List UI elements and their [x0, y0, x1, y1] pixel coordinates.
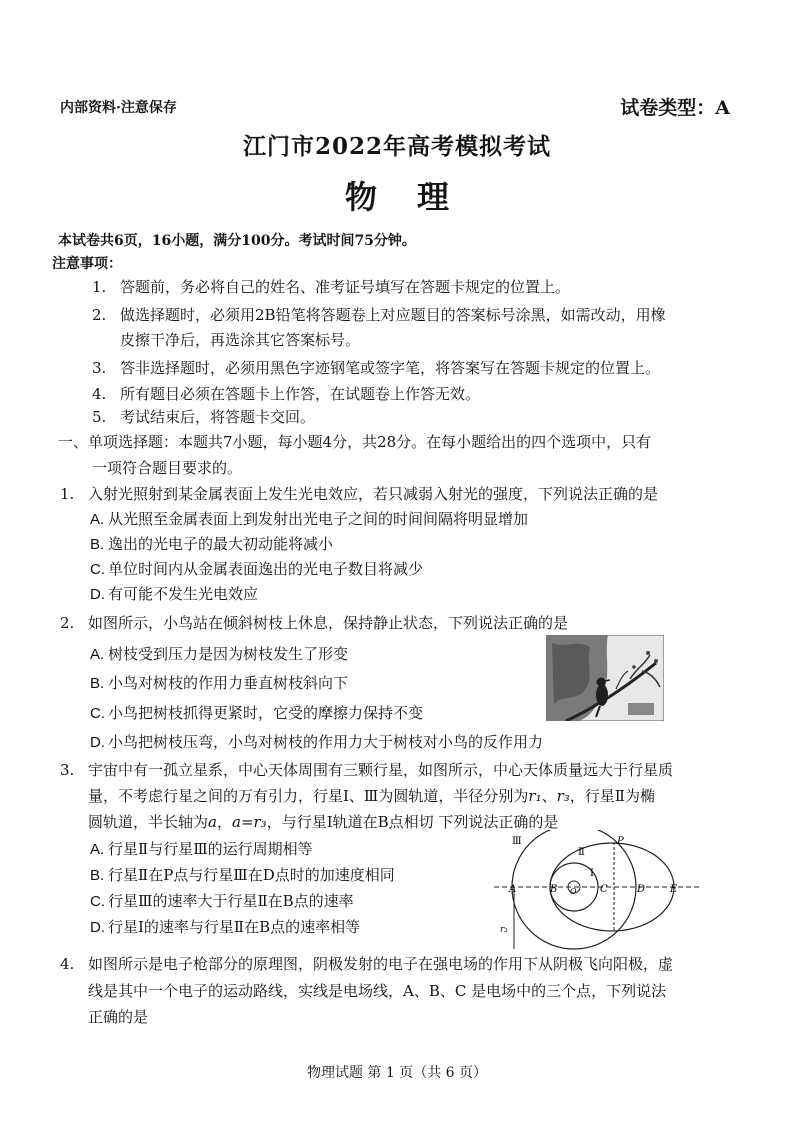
note-item	[92, 276, 570, 297]
subject-title: 物理	[344, 178, 489, 216]
question-number: 1.	[60, 485, 75, 503]
note-item	[92, 406, 315, 427]
note-item	[92, 304, 666, 325]
question-2-stem	[60, 612, 568, 633]
question-text: 圆轨道，半长轴为	[88, 813, 209, 831]
q1-option-d	[90, 583, 258, 604]
label-d: D	[637, 884, 646, 895]
question-4-stem-line2: 线是其中一个电子的运动路线，实线是电场线，A、B、C 是电场中的三个点，下列说法	[88, 982, 667, 1000]
option-letter: B.	[90, 536, 105, 553]
question-text: 如图所示，小鸟站在倾斜树枝上休息，保持静止状态，下列说法正确的是	[88, 614, 569, 632]
notes-heading: 注意事项：	[52, 256, 122, 272]
q1-option-b	[90, 533, 333, 554]
question-text: ，行星Ⅱ为椭	[569, 787, 655, 805]
label-i: Ⅰ	[590, 868, 594, 879]
option-text: 小鸟把树枝压弯，小鸟对树枝的作用力大于树枝对小鸟的反作用力	[108, 733, 544, 751]
q3-option-a	[90, 838, 313, 859]
q2-option-a	[90, 643, 348, 664]
question-4-stem	[60, 953, 673, 974]
note-text: 考试结束后，将答题卡交回。	[120, 408, 316, 426]
note-number: 5.	[92, 408, 107, 426]
equals: =	[240, 813, 254, 831]
note-number: 4.	[92, 385, 107, 403]
note-item	[92, 383, 480, 404]
option-text: 逸出的光电子的最大初动能将减小	[108, 535, 334, 553]
option-letter: C.	[90, 561, 105, 578]
q2-option-c	[90, 702, 423, 723]
header-right: 试卷类型：A	[620, 97, 730, 119]
question-text: 量，不考虑行星之间的万有引力，行星Ⅰ、Ⅲ为圆轨道，半径分别为	[88, 787, 529, 805]
option-letter: D.	[90, 734, 105, 751]
var-a: a	[231, 813, 241, 831]
header-left: 内部资料·注意保存	[60, 100, 177, 116]
option-letter: D.	[90, 919, 105, 936]
note-text: 答非选择题时，必须用黑色字迹钢笔或签字笔，将答案写在答题卡规定的位置上。	[120, 359, 661, 377]
label-e: E	[670, 884, 678, 895]
question-4-stem-line3: 正确的是	[88, 1008, 149, 1026]
option-text: 行星Ⅱ与行星Ⅲ的运行周期相等	[108, 840, 313, 858]
label-a: A	[509, 884, 517, 895]
option-letter: A.	[90, 841, 105, 858]
section-heading-cont: 一项符合题目要求的。	[92, 459, 243, 477]
bird-on-branch-image	[546, 635, 664, 721]
option-text: 单位时间内从金属表面逸出的光电子数目将减少	[108, 560, 424, 578]
section-heading: 一、单项选择题：本题共7小题，每小题4分，共28分。在每小题给出的四个选项中，只有	[58, 433, 652, 451]
option-letter: C.	[90, 893, 105, 910]
question-text: ，	[216, 813, 232, 831]
question-number: 2.	[60, 614, 75, 632]
option-text: 行星Ⅱ在P点与行星Ⅲ在D点时的加速度相同	[108, 866, 395, 884]
q1-option-c	[90, 558, 423, 579]
orbit-diagram	[494, 830, 704, 958]
exam-title: 江门市2022年高考模拟考试	[242, 133, 551, 160]
question-text: 如图所示是电子枪部分的原理图，阴极发射的电子在强电场的作用下从阴极飞向阳极，虚	[88, 955, 674, 973]
q1-option-a	[90, 508, 528, 529]
option-text: 行星Ⅰ的速率与行星Ⅱ在B点的速率相等	[108, 918, 361, 936]
option-letter: C.	[90, 705, 105, 722]
label-ii: Ⅱ	[578, 847, 585, 858]
option-letter: B.	[90, 867, 105, 884]
option-text: 有可能不发生光电效应	[108, 585, 259, 603]
note-text-cont: 皮擦干净后，再选涂其它答案标号。	[120, 331, 361, 349]
question-text: ，与行星Ⅰ轨道在B点相切 下列说法正确的是	[266, 813, 559, 831]
label-o: O	[570, 887, 577, 896]
option-text: 行星Ⅲ的速率大于行星Ⅱ在B点的速率	[108, 892, 354, 910]
option-text: 小鸟把树枝抓得更紧时，它受的摩擦力保持不变	[108, 704, 424, 722]
label-r3: r₃	[500, 925, 508, 935]
q3-option-d	[90, 916, 360, 937]
q2-option-b	[90, 672, 348, 693]
var-r1: r₁	[528, 787, 542, 805]
label-iii: Ⅲ	[512, 836, 522, 847]
note-item	[92, 357, 660, 378]
var-r3: r₃	[253, 813, 267, 831]
option-text: 树枝受到压力是因为树枝发生了形变	[108, 645, 349, 663]
label-p: P	[617, 836, 624, 847]
question-number: 4.	[60, 955, 75, 973]
page-footer: 物理试题 第 1 页（共 6 页）	[306, 1065, 488, 1081]
question-3-stem-line3	[88, 811, 558, 832]
note-number: 3.	[92, 359, 107, 377]
question-3-stem-line2	[88, 785, 655, 806]
note-text: 做选择题时，必须用2B铅笔将答题卷上对应题目的答案标号涂黑，如需改动，用橡	[120, 306, 666, 324]
intro-line: 本试卷共6页，16小题，满分100分。考试时间75分钟。	[58, 233, 416, 249]
question-text: 入射光照射到某金属表面上发生光电效应，若只减弱入射光的强度，下列说法正确的是	[88, 485, 659, 503]
note-number: 2.	[92, 306, 107, 324]
separator: 、	[541, 787, 557, 805]
note-number: 1.	[92, 278, 107, 296]
option-text: 从光照至金属表面上到发射出光电子之间的时间间隔将明显增加	[108, 510, 529, 528]
question-1-stem	[60, 483, 658, 504]
q3-option-c	[90, 890, 354, 911]
note-text: 所有题目必须在答题卡上作答，在试题卷上作答无效。	[120, 385, 481, 403]
label-b: B	[550, 884, 558, 895]
question-3-stem	[60, 759, 673, 780]
option-letter: B.	[90, 675, 105, 692]
label-c: C	[600, 884, 608, 895]
q2-option-d	[90, 731, 543, 752]
q3-option-b	[90, 864, 395, 885]
var-r3: r₃	[556, 787, 570, 805]
option-letter: D.	[90, 586, 105, 603]
option-letter: A.	[90, 646, 105, 663]
var-a: a	[208, 813, 217, 831]
option-text: 小鸟对树枝的作用力垂直树枝斜向下	[108, 674, 349, 692]
option-letter: A.	[90, 511, 105, 528]
question-text: 宇宙中有一孤立星系，中心天体周围有三颗行星，如图所示，中心天体质量远大于行星质	[88, 761, 674, 779]
question-number: 3.	[60, 761, 75, 779]
note-text: 答题前，务必将自己的姓名、准考证号填写在答题卡规定的位置上。	[120, 278, 571, 296]
